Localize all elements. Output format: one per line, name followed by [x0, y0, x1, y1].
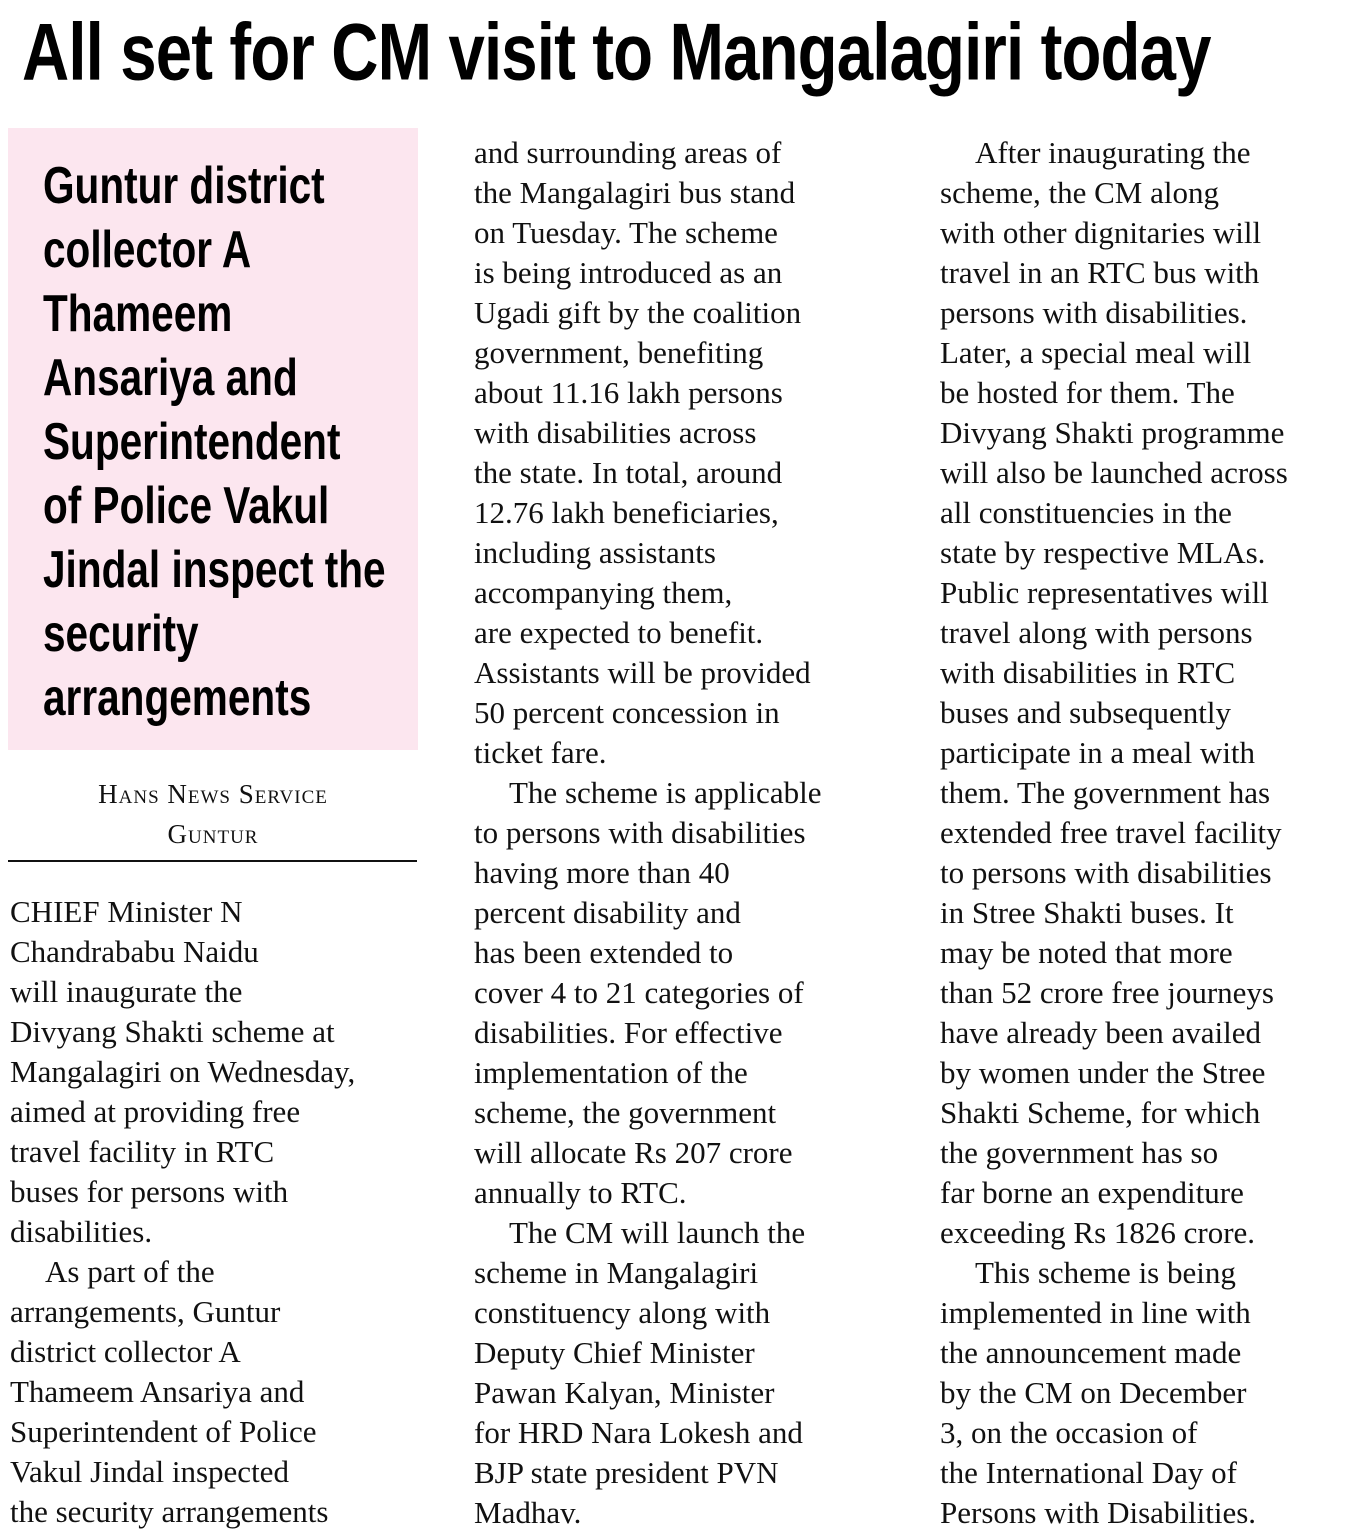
- body-text-line: will inaugurate the: [10, 974, 243, 1009]
- body-text-line: After inaugurating the: [975, 135, 1251, 170]
- body-text-line: travel along with persons: [940, 615, 1253, 650]
- body-text-line: travel facility in RTC: [10, 1134, 275, 1169]
- body-text-line: CHIEF Minister N: [10, 894, 243, 929]
- body-text-line: Public representatives will: [940, 575, 1269, 610]
- body-text-line: far borne an expenditure: [940, 1175, 1244, 1210]
- byline-agency: Hans News Service: [98, 779, 328, 809]
- body-text-line: buses for persons with: [10, 1174, 289, 1209]
- body-text-line: Thameem Ansariya and: [10, 1374, 305, 1409]
- body-text-line: scheme, the CM along: [940, 175, 1219, 210]
- body-text-line: This scheme is being: [975, 1255, 1236, 1290]
- body-text-line: to persons with disabilities: [474, 815, 806, 850]
- body-text-line: including assistants: [474, 535, 716, 570]
- body-text-line: disabilities. For effective: [474, 1015, 783, 1050]
- body-text-line: As part of the: [45, 1254, 215, 1289]
- body-text-line: 12.76 lakh beneficiaries,: [474, 495, 779, 530]
- body-text-line: constituency along with: [474, 1295, 771, 1330]
- body-text-line: Shakti Scheme, for which: [940, 1095, 1261, 1130]
- body-text-line: Pawan Kalyan, Minister: [474, 1375, 775, 1410]
- body-text-line: will also be launched across: [940, 455, 1288, 490]
- body-text-line: may be noted that more: [940, 935, 1233, 970]
- body-text-line: the government has so: [940, 1135, 1219, 1170]
- body-text-line: Divyang Shakti programme: [940, 415, 1285, 450]
- body-text-line: BJP state president PVN: [474, 1455, 779, 1490]
- body-text-line: scheme, the government: [474, 1095, 777, 1130]
- body-text-line: Deputy Chief Minister: [474, 1335, 755, 1370]
- body-text-line: ticket fare.: [474, 735, 607, 770]
- byline-divider: [8, 860, 417, 862]
- body-text-line: Chandrababu Naidu: [10, 934, 259, 969]
- body-text-line: disabilities.: [10, 1214, 153, 1249]
- article-column-2: [474, 133, 894, 1533]
- body-text-line: Persons with Disabilities.: [940, 1495, 1257, 1530]
- body-text-line: by the CM on December: [940, 1375, 1247, 1410]
- body-text-line: participate in a meal with: [940, 735, 1256, 770]
- body-text-line: The CM will launch the: [509, 1215, 806, 1250]
- body-text-line: state by respective MLAs.: [940, 535, 1266, 570]
- body-text-line: the state. In total, around: [474, 455, 783, 490]
- body-text-line: 50 percent concession in: [474, 695, 780, 730]
- body-text-line: with other dignitaries will: [940, 215, 1262, 250]
- body-text-line: Mangalagiri on Wednesday,: [10, 1054, 356, 1089]
- body-text-line: buses and subsequently: [940, 695, 1232, 730]
- body-text-line: extended free travel facility: [940, 815, 1282, 850]
- byline: [8, 774, 418, 854]
- body-text-line: by women under the Stree: [940, 1055, 1266, 1090]
- body-text-line: persons with disabilities.: [940, 295, 1248, 330]
- body-text-line: having more than 40: [474, 855, 730, 890]
- body-text-line: arrangements, Guntur: [10, 1294, 281, 1329]
- body-text-line: to persons with disabilities: [940, 855, 1272, 890]
- body-text-line: is being introduced as an: [474, 255, 783, 290]
- byline-location: Guntur: [167, 819, 259, 849]
- body-text-line: 3, on the occasion of: [940, 1415, 1198, 1450]
- pullquote-text: Guntur district collector A Thameem Ansariya and Superintendent of Police Vakul Jindal inspect the security arrangements: [43, 157, 386, 727]
- article-headline: All set for CM visit to Mangalagiri today: [22, 7, 1211, 98]
- body-text-line: with disabilities across: [474, 415, 757, 450]
- article-column-1: [10, 892, 430, 1532]
- body-text-line: Divyang Shakti scheme at: [10, 1014, 335, 1049]
- article-column-3: [940, 133, 1354, 1533]
- body-text-line: annually to RTC.: [474, 1175, 687, 1210]
- body-text-line: district collector A: [10, 1334, 241, 1369]
- body-text-line: percent disability and: [474, 895, 741, 930]
- body-text-line: the Mangalagiri bus stand: [474, 175, 796, 210]
- body-text-line: are expected to benefit.: [474, 615, 764, 650]
- body-text-line: scheme in Mangalagiri: [474, 1255, 759, 1290]
- body-text-line: Later, a special meal will: [940, 335, 1252, 370]
- body-text-line: has been extended to: [474, 935, 734, 970]
- body-text-line: Ugadi gift by the coalition: [474, 295, 802, 330]
- body-text-line: aimed at providing free: [10, 1094, 301, 1129]
- body-text-line: The scheme is applicable: [509, 775, 822, 810]
- body-text-line: on Tuesday. The scheme: [474, 215, 778, 250]
- body-text-line: Madhav.: [474, 1495, 582, 1530]
- body-text-line: for HRD Nara Lokesh and: [474, 1415, 803, 1450]
- body-text-line: and surrounding areas of: [474, 135, 782, 170]
- body-text-line: travel in an RTC bus with: [940, 255, 1260, 290]
- body-text-line: government, benefiting: [474, 335, 764, 370]
- body-text-line: them. The government has: [940, 775, 1271, 810]
- body-text-line: with disabilities in RTC: [940, 655, 1236, 690]
- body-text-line: cover 4 to 21 categories of: [474, 975, 804, 1010]
- body-text-line: implemented in line with: [940, 1295, 1251, 1330]
- body-text-line: all constituencies in the: [940, 495, 1232, 530]
- body-text-line: Superintendent of Police: [10, 1414, 317, 1449]
- body-text-line: implementation of the: [474, 1055, 748, 1090]
- body-text-line: be hosted for them. The: [940, 375, 1235, 410]
- body-text-line: will allocate Rs 207 crore: [474, 1135, 793, 1170]
- body-text-line: accompanying them,: [474, 575, 733, 610]
- body-text-line: Vakul Jindal inspected: [10, 1454, 289, 1489]
- body-text-line: the announcement made: [940, 1335, 1242, 1370]
- body-text-line: about 11.16 lakh persons: [474, 375, 783, 410]
- body-text-line: than 52 crore free journeys: [940, 975, 1274, 1010]
- body-text-line: Assistants will be provided: [474, 655, 811, 690]
- body-text-line: exceeding Rs 1826 crore.: [940, 1215, 1256, 1250]
- body-text-line: the International Day of: [940, 1455, 1237, 1490]
- body-text-line: have already been availed: [940, 1015, 1262, 1050]
- pullquote-box: [8, 128, 418, 750]
- body-text-line: the security arrangements: [10, 1494, 329, 1529]
- body-text-line: in Stree Shakti buses. It: [940, 895, 1234, 930]
